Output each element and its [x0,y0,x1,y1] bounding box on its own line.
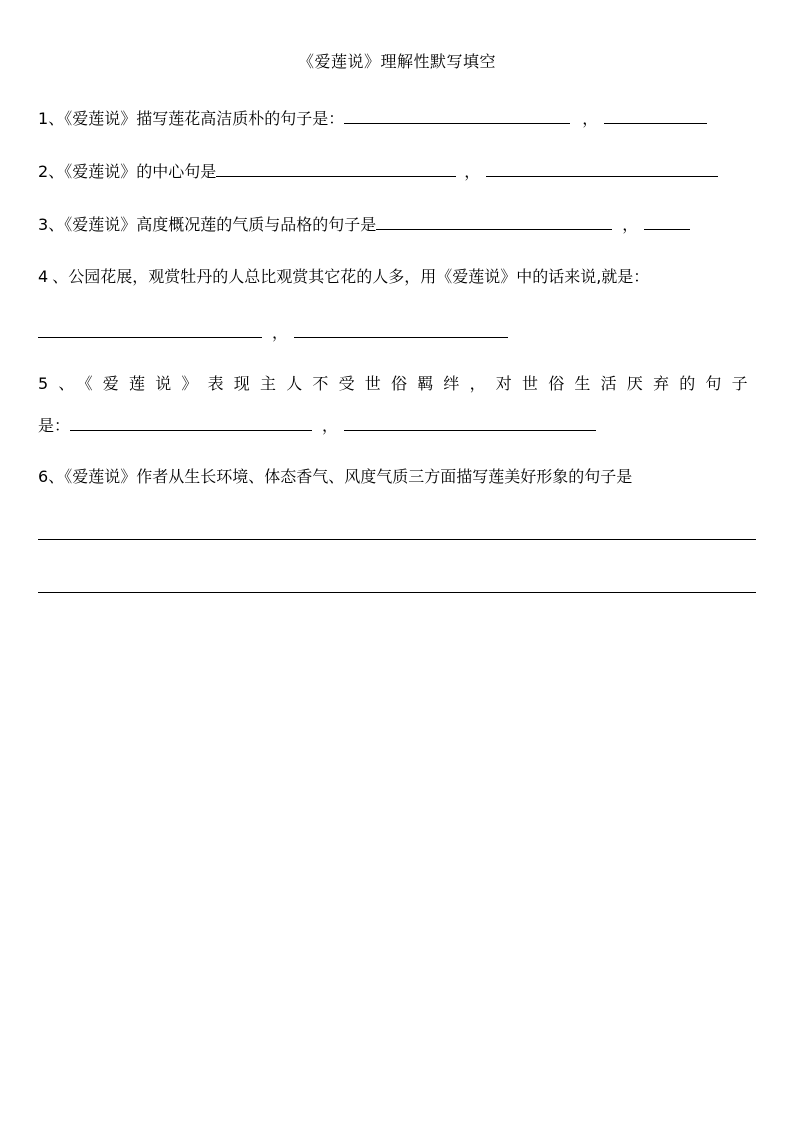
question-number: 5 [38,374,59,393]
answer-blank-2a[interactable] [216,160,456,177]
question-3 [38,213,690,236]
question-text-cont: 是： [38,416,71,435]
question-6 [38,466,632,488]
question-number: 2 [38,162,49,181]
question-text: 、《爱莲说》表现主人不受世俗羁绊，对世俗生活厌弃的句子 [58,374,758,393]
answer-blank-4a[interactable] [38,321,262,338]
answer-blank-1b[interactable] [604,107,707,124]
page-title: 《爱莲说》理解性默写填空 [297,52,496,71]
answer-blank-3b[interactable] [644,213,690,230]
comma: ， [582,109,599,128]
answer-blank-5b[interactable] [344,414,596,431]
answer-line-6a[interactable] [38,539,756,540]
question-2 [38,160,718,183]
question-text: 、《爱莲说》作者从生长环境、体态香气、风度气质三方面描写莲美好形象的句子是 [48,467,633,486]
answer-blank-2b[interactable] [486,160,718,177]
question-number: 4 [38,267,49,286]
question-text: 、《爱莲说》描写莲花高洁质朴的句子是： [48,109,345,128]
question-text: 、公园花展，观赏牡丹的人总比观赏其它花的人多，用《爱莲说》中的话来说,就是： [52,267,650,286]
answer-line-6b[interactable] [38,592,756,593]
comma: ， [322,416,339,435]
question-5 [38,373,758,395]
comma: ， [622,215,639,234]
question-text: 、《爱莲说》的中心句是 [48,162,217,181]
answer-blank-4b[interactable] [294,321,508,338]
question-number: 6 [38,467,49,486]
question-number: 1 [38,109,49,128]
answer-blank-5a[interactable] [70,414,312,431]
question-1 [38,107,707,130]
question-text: 、《爱莲说》高度概况莲的气质与品格的句子是 [48,215,377,234]
comma: ， [464,162,481,181]
question-number: 3 [38,215,49,234]
question-4-answers [38,321,508,344]
comma: ， [272,323,289,342]
answer-blank-1a[interactable] [344,107,570,124]
question-5-answers [38,414,596,437]
question-4 [38,266,649,288]
answer-blank-3a[interactable] [376,213,612,230]
